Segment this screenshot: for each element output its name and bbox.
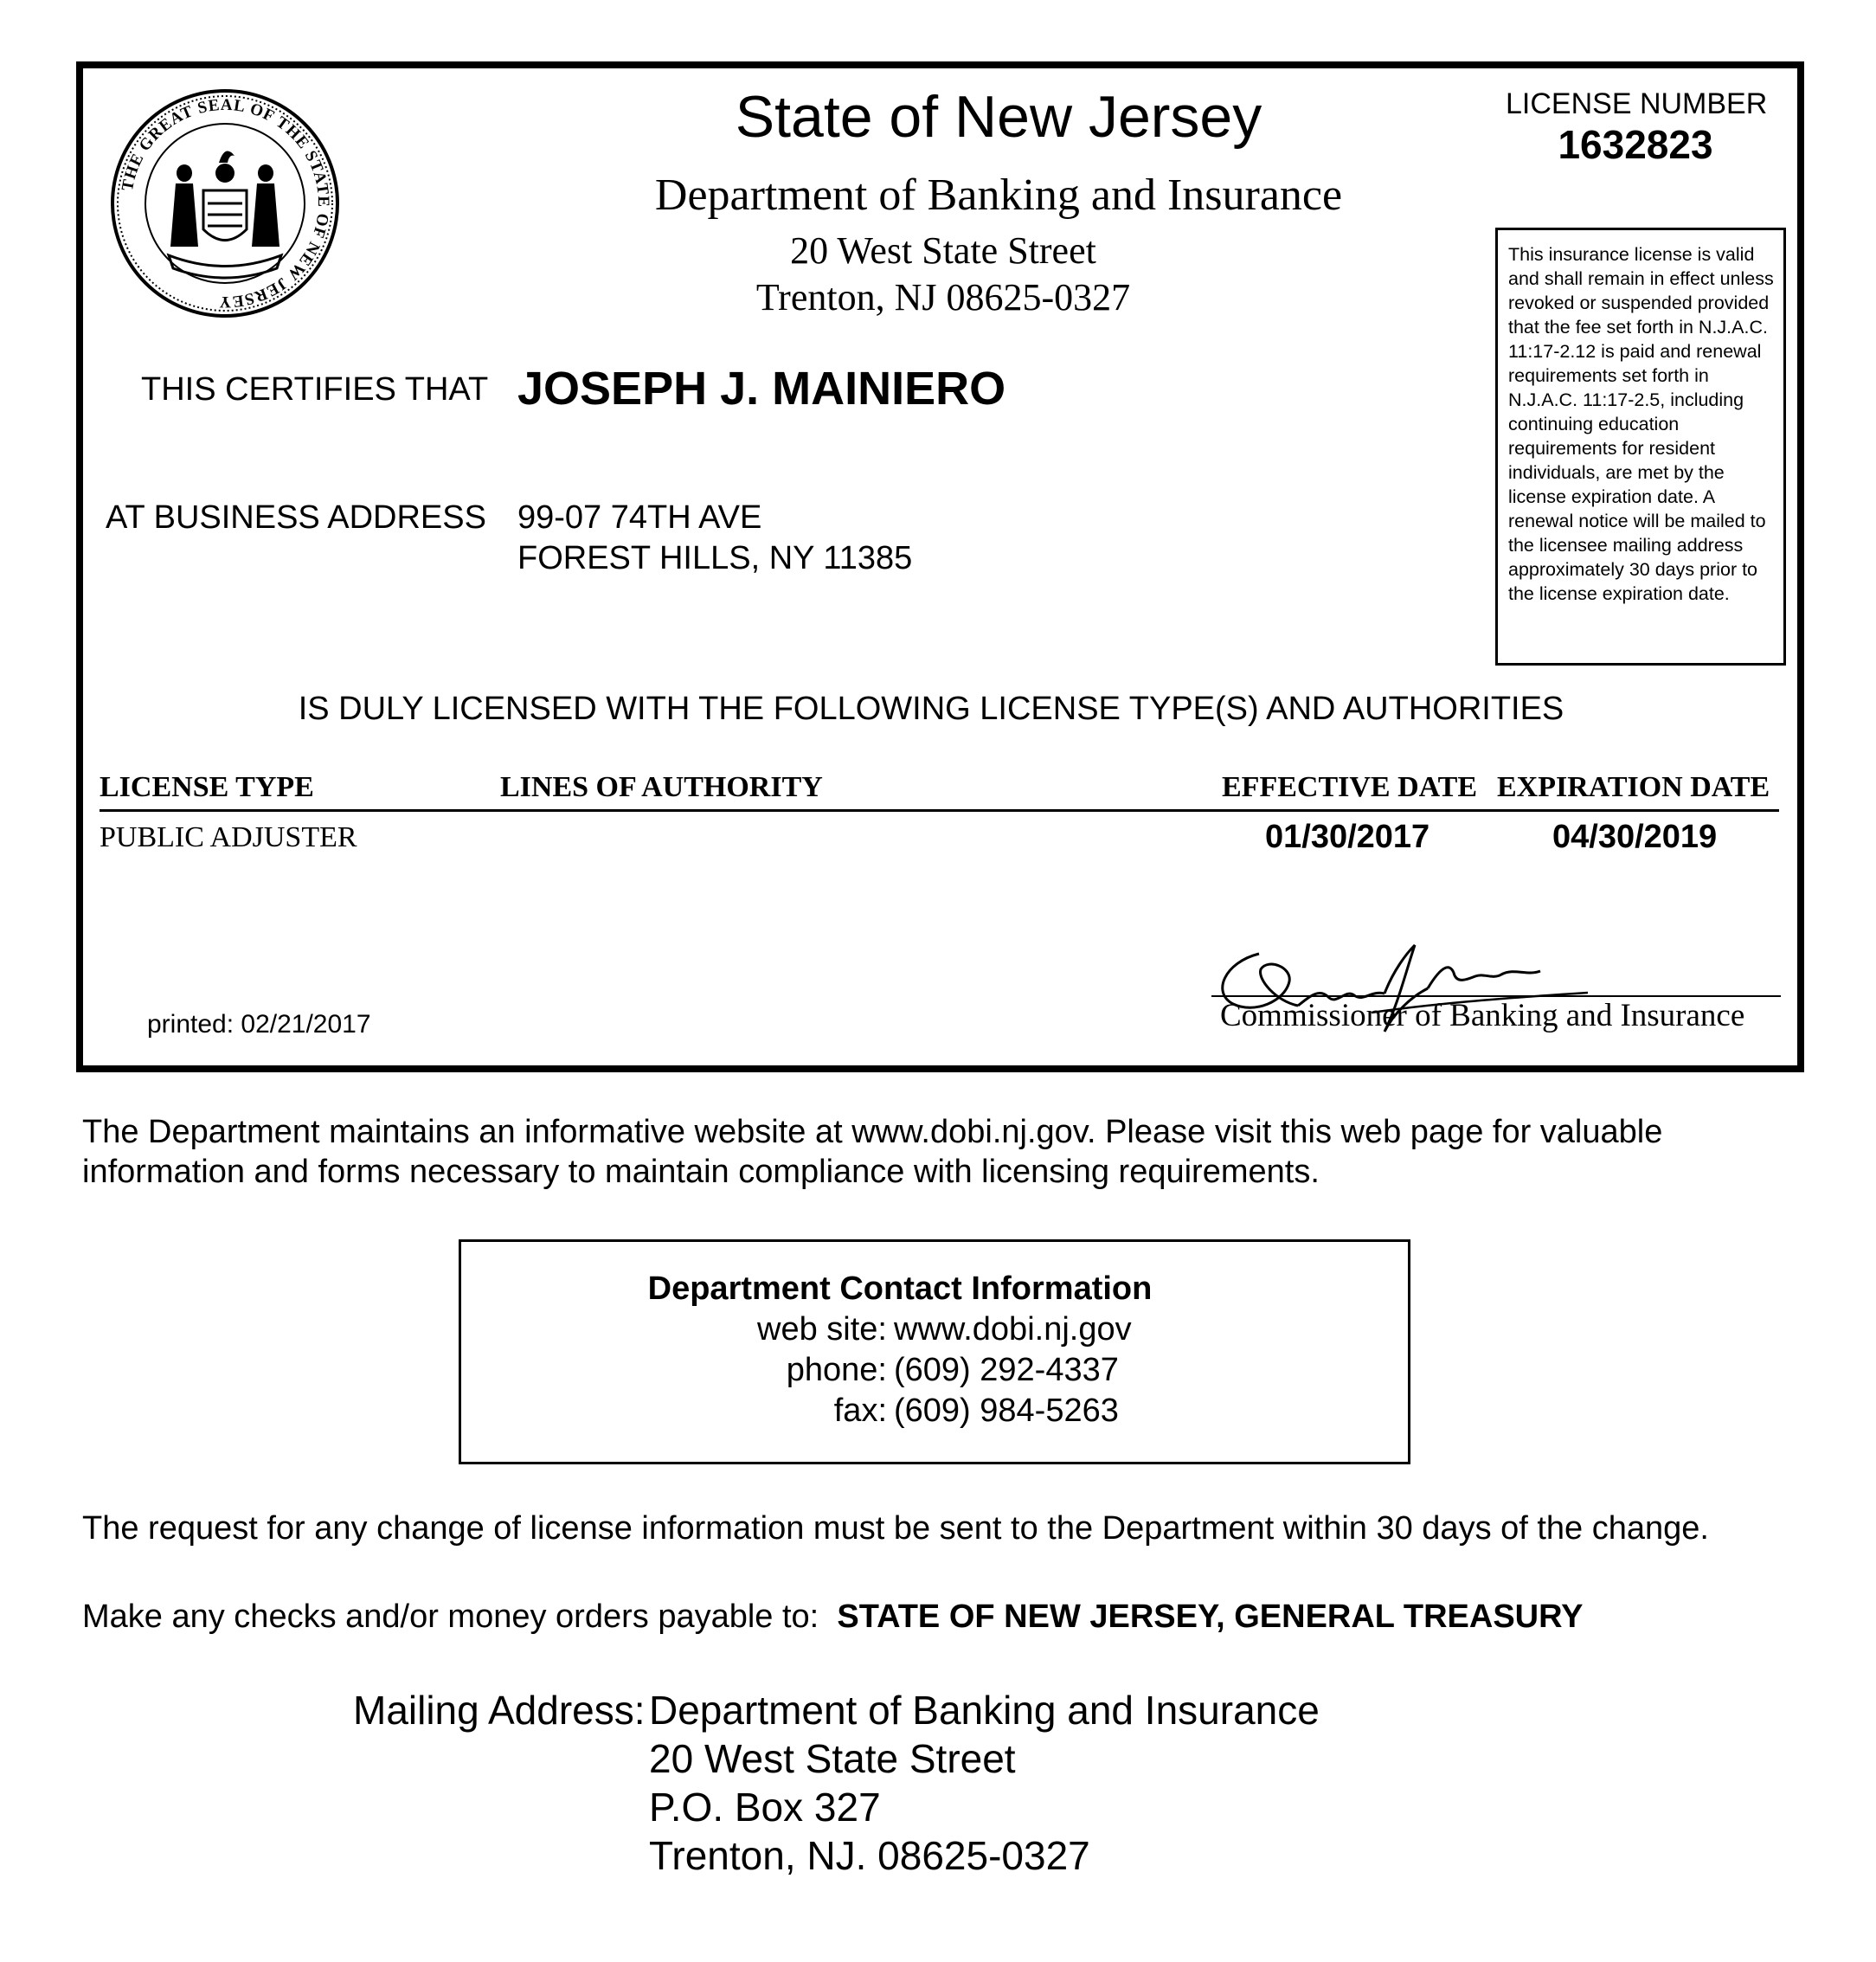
payment-payee: STATE OF NEW JERSEY, GENERAL TREASURY [837, 1599, 1584, 1635]
business-address-label: AT BUSINESS ADDRESS [106, 499, 486, 536]
table-cell-license-type: PUBLIC ADJUSTER [100, 821, 357, 853]
column-header-expiration-date: EXPIRATION DATE [1497, 771, 1770, 803]
validity-notice: This insurance license is valid and shall remain in effect unless revoked or suspended provided that the fee set forth in N.J.A.C. 11:17-2.12 is paid and renewal requirements set forth in N.J.A.C. 11:17-2.5, including continuing education requirements for resident individuals, are met by the license expiration date. A renewal notice will be mailed to the licensee mailing address approximately 30 days prior to the license expiration date. [1495, 228, 1786, 666]
table-cell-effective-date: 01/30/2017 [1265, 819, 1430, 855]
column-header-effective-date: EFFECTIVE DATE [1222, 771, 1478, 803]
licensee-name: JOSEPH J. MAINIERO [517, 363, 1006, 415]
payment-prefix: Make any checks and/or money orders payable to: [82, 1599, 819, 1635]
contact-fax-label: fax: [833, 1393, 887, 1429]
contact-fax-value: (609) 984-5263 [894, 1393, 1119, 1429]
signatory-title: Commissioner of Banking and Insurance [1220, 998, 1745, 1033]
license-number-label: LICENSE NUMBER [1506, 87, 1768, 120]
contact-phone-label: phone: [786, 1352, 887, 1388]
mailing-address-line: Trenton, NJ. 08625-0327 [649, 1833, 1090, 1878]
business-address-line1: 99-07 74TH AVE [517, 499, 762, 536]
mailing-address-line: P.O. Box 327 [649, 1785, 881, 1830]
state-seal-icon [108, 87, 342, 320]
mailing-address-line: Department of Banking and Insurance [649, 1688, 1320, 1733]
website-notice: The Department maintains an informative website at www.dobi.nj.gov. Please visit this web page for valuable information and forms necessary to maintain compliance with licensing requirements. [82, 1114, 1663, 1190]
contact-phone-value: (609) 292-4337 [894, 1352, 1119, 1388]
department-street: 20 West State Street [790, 229, 1096, 272]
mailing-address-line: 20 West State Street [649, 1736, 1016, 1781]
certifies-label: THIS CERTIFIES THAT [141, 371, 489, 408]
state-title: State of New Jersey [735, 84, 1262, 150]
contact-web-value: www.dobi.nj.gov [894, 1311, 1132, 1348]
department-name: Department of Banking and Insurance [654, 170, 1343, 220]
column-header-license-type: LICENSE TYPE [100, 771, 314, 803]
table-header-rule [100, 809, 1779, 812]
licensed-statement: IS DULY LICENSED WITH THE FOLLOWING LICENSE TYPE(S) AND AUTHORITIES [298, 691, 1564, 727]
contact-web-label: web site: [757, 1311, 887, 1348]
seal-text: THE GREAT SEAL OF THE STATE OF NEW JERSEY [118, 95, 333, 312]
column-header-lines-of-authority: LINES OF AUTHORITY [500, 771, 823, 803]
license-number: 1632823 [1558, 122, 1713, 167]
department-city: Trenton, NJ 08625-0327 [755, 276, 1131, 318]
change-notice: The request for any change of license information must be sent to the Department within 30 days of the change. [82, 1510, 1709, 1547]
mailing-address-label: Mailing Address: [353, 1688, 646, 1733]
business-address-line2: FOREST HILLS, NY 11385 [517, 540, 913, 576]
printed-date: printed: 02/21/2017 [147, 1010, 371, 1039]
contact-title: Department Contact Information [647, 1270, 1153, 1307]
payment-instruction [82, 1597, 1584, 1637]
table-cell-expiration-date: 04/30/2019 [1552, 819, 1718, 855]
